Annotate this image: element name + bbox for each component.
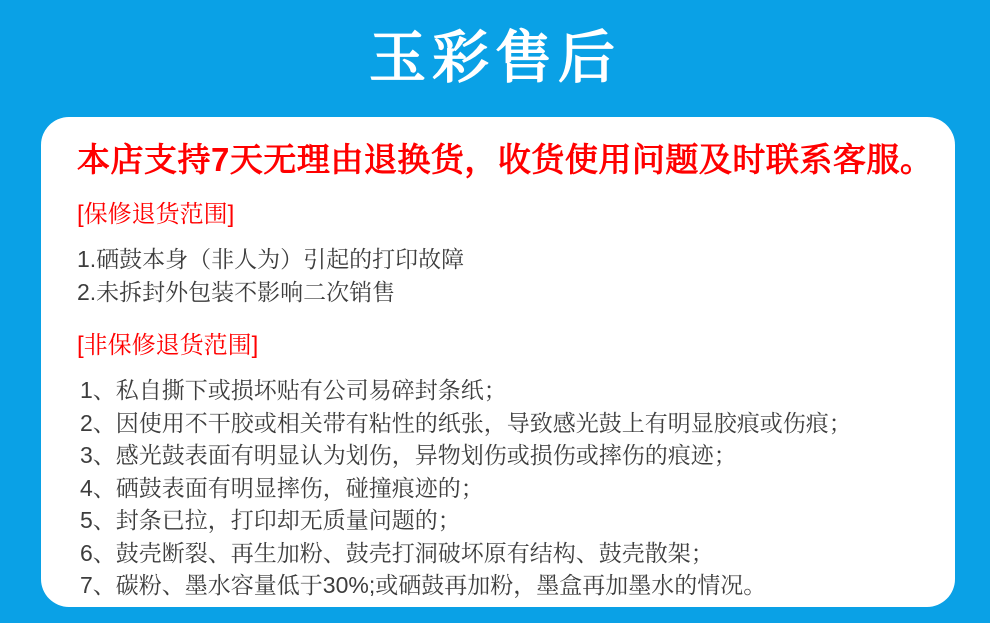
list-item: 1.硒鼓本身（非人为）引起的打印故障 <box>77 246 465 272</box>
page-title: 玉彩售后 <box>369 26 621 90</box>
list-item: 2、因使用不干胶或相关带有粘性的纸张，导致感光鼓上有明显胶痕或伤痕； <box>80 409 852 436</box>
warranty-list <box>77 243 919 308</box>
list-item: 2.未拆封外包装不影响二次销售 <box>77 278 396 305</box>
policy-headline: 本店支持7天无理由退换货，收货使用问题及时联系客服。 <box>77 141 934 178</box>
list-item: 1、私自撕下或损坏贴有公司易碎封条纸； <box>80 377 507 403</box>
non-warranty-section-title: [非保修退货范围] <box>77 332 259 359</box>
list-item: 5、封条已拉，打印却无质量问题的； <box>80 507 461 533</box>
list-item: 6、鼓壳断裂、再生加粉、鼓壳打洞破坏原有结构、鼓壳散架； <box>80 539 714 566</box>
list-item: 3、感光鼓表面有明显认为划伤，异物划伤或损伤或摔伤的痕迹； <box>80 442 737 468</box>
warranty-section-title: [保修退货范围] <box>77 201 235 228</box>
policy-card <box>41 117 955 607</box>
list-item: 7、碳粉、墨水容量低于30%;或硒鼓再加粉，墨盒再加墨水的情况。 <box>80 572 767 598</box>
banner <box>0 0 990 117</box>
list-item: 4、硒鼓表面有明显摔伤，碰撞痕迹的； <box>80 474 484 501</box>
non-warranty-list <box>77 374 919 602</box>
